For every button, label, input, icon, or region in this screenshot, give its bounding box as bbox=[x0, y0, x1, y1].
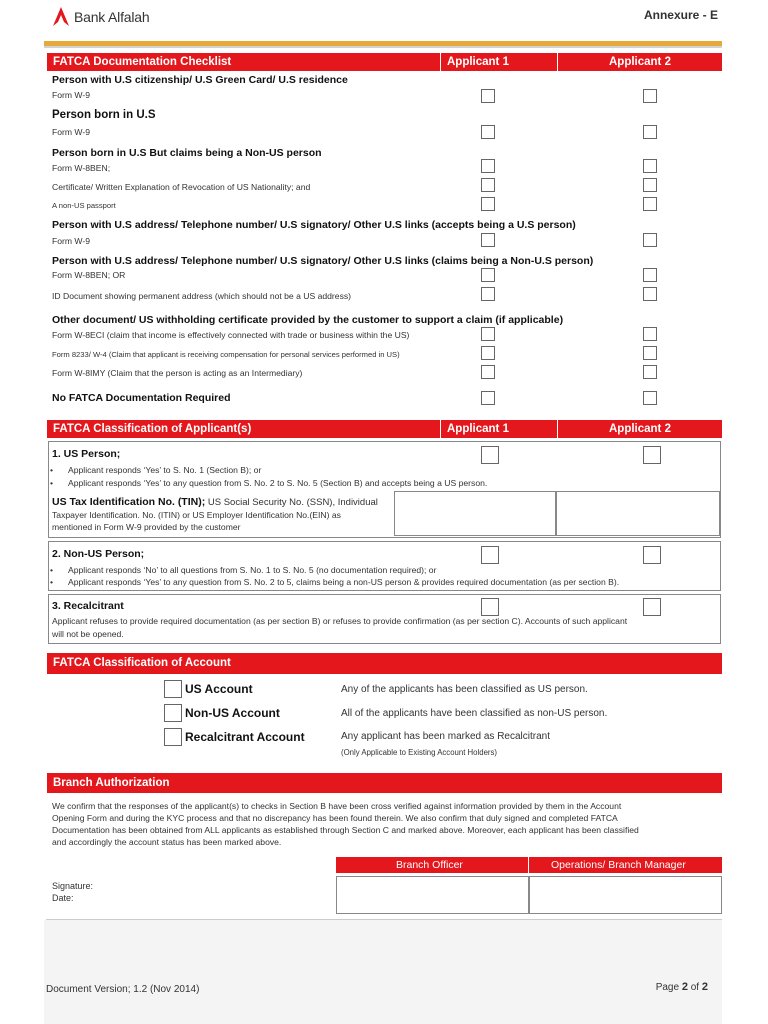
applicant-2-checkbox[interactable] bbox=[643, 365, 657, 379]
non-us-person-criteria-1: • Applicant responds ‘No’ to all questions from S. No. 1 to S. No. 5 (no documentation required); or bbox=[50, 565, 436, 575]
checklist-heading-us-links-accept: Person with U.S address/ Telephone number/ U.S signatory/ Other U.S links (accepts being a U.S person) bbox=[52, 219, 576, 231]
us-account-label: US Account bbox=[185, 682, 253, 696]
branch-authorization-title: Branch Authorization bbox=[53, 777, 170, 789]
tin-label: US Tax Identification No. (TIN); US Social Security No. (SSN), Individual bbox=[52, 496, 378, 508]
checklist-title: FATCA Documentation Checklist bbox=[53, 56, 232, 68]
header-divider bbox=[440, 420, 441, 438]
applicant-1-checkbox[interactable] bbox=[481, 89, 495, 103]
form-label: ID Document showing permanent address (which should not be a US address) bbox=[52, 291, 352, 301]
header-divider bbox=[528, 857, 529, 873]
operations-manager-header: Operations/ Branch Manager bbox=[551, 859, 686, 871]
applicant-2-checkbox[interactable] bbox=[643, 546, 661, 564]
recalcitrant-account-note: (Only Applicable to Existing Account Holders) bbox=[341, 748, 498, 757]
recalcitrant-account-checkbox[interactable] bbox=[164, 728, 182, 746]
form-label: Form 8233/ W-4 (Claim that applicant is receiving compensation for personal services performed in US) bbox=[52, 350, 400, 359]
us-account-description: Any of the applicants has been classified as US person. bbox=[341, 684, 588, 695]
applicant-2-checkbox[interactable] bbox=[643, 391, 657, 405]
applicant-1-header: Applicant 1 bbox=[447, 56, 509, 68]
page-number: Page 2 of 2 bbox=[655, 981, 708, 993]
form-label: Form W-8ECI (claim that income is effectively connected with trade or business within the US) bbox=[52, 330, 410, 340]
us-account-checkbox[interactable] bbox=[164, 680, 182, 698]
applicant-1-checkbox[interactable] bbox=[481, 268, 495, 282]
applicant-1-checkbox[interactable] bbox=[481, 159, 495, 173]
applicant-1-checkbox[interactable] bbox=[481, 391, 495, 405]
applicant-2-checkbox[interactable] bbox=[643, 327, 657, 341]
applicant-1-checkbox[interactable] bbox=[481, 346, 495, 360]
recalcitrant-description: will not be opened. bbox=[52, 629, 124, 639]
form-label: Form W-9 bbox=[52, 127, 91, 137]
applicant-1-header: Applicant 1 bbox=[447, 423, 509, 435]
signatory-header bbox=[336, 857, 722, 873]
non-us-account-checkbox[interactable] bbox=[164, 704, 182, 722]
applicant-2-checkbox[interactable] bbox=[643, 598, 661, 616]
classification-header bbox=[47, 420, 722, 438]
applicant-2-checkbox[interactable] bbox=[643, 125, 657, 139]
bank-logo-icon bbox=[52, 6, 70, 28]
applicant-1-checkbox[interactable] bbox=[481, 197, 495, 211]
classification-title: FATCA Classification of Applicant(s) bbox=[53, 423, 252, 435]
account-classification-title: FATCA Classification of Account bbox=[53, 657, 231, 669]
form-label: Form W-8BEN; OR bbox=[52, 270, 126, 280]
checklist-heading-born-us-nonus: Person born in U.S But claims being a Non-US person bbox=[52, 147, 322, 159]
bank-name: Bank Alfalah bbox=[74, 9, 150, 25]
form-label: A non-US passport bbox=[52, 201, 116, 210]
recalcitrant-account-description: Any applicant has been marked as Recalcitrant bbox=[341, 731, 551, 742]
applicant-1-checkbox[interactable] bbox=[481, 598, 499, 616]
checklist-heading-no-docs: No FATCA Documentation Required bbox=[52, 392, 231, 404]
branch-officer-signature-box[interactable] bbox=[336, 876, 529, 914]
checklist-heading-born-us: Person born in U.S bbox=[52, 109, 156, 121]
applicant-1-checkbox[interactable] bbox=[481, 365, 495, 379]
header-rule-shadow bbox=[44, 46, 722, 48]
us-person-heading: 1. US Person; bbox=[52, 448, 121, 460]
applicant-2-header: Applicant 2 bbox=[609, 423, 671, 435]
applicant-1-checkbox[interactable] bbox=[481, 233, 495, 247]
applicant-2-checkbox[interactable] bbox=[643, 268, 657, 282]
non-us-person-criteria-2: • Applicant responds ‘Yes’ to any question from S. No. 2 to 5, claims being a non-US person & provides required documentation (as per section B). bbox=[50, 577, 619, 587]
applicant-2-tin-field[interactable] bbox=[556, 491, 720, 536]
non-us-account-label: Non-US Account bbox=[185, 706, 280, 720]
branch-officer-header: Branch Officer bbox=[396, 859, 463, 871]
signature-label: Signature: bbox=[52, 881, 94, 891]
form-label: Form W-9 bbox=[52, 236, 91, 246]
bank-logo bbox=[52, 6, 149, 28]
recalcitrant-heading: 3. Recalcitrant bbox=[52, 600, 124, 612]
applicant-2-checkbox[interactable] bbox=[643, 287, 657, 301]
document-version: Document Version; 1.2 (Nov 2014) bbox=[46, 984, 200, 995]
branch-confirmation-text: We confirm that the responses of the applicant(s) to checks in Section B have been cross verified against information provided by them in the Account Opening Form and during the KYC process and that no discrepancy has been found therein. We also confirm that duly signed and completed FATCA Documentation has been obtained from ALL applicants as established through Section C and marked above. Moreover, each applicant has been classified and accordingly the account status has been marked above. bbox=[52, 801, 639, 847]
branch-authorization-header bbox=[47, 773, 722, 793]
recalcitrant-description: Applicant refuses to provide required documentation (as per section B) or refuses to provide confirmation (as per section C). Accounts of such applicant bbox=[52, 616, 628, 626]
recalcitrant-account-label: Recalcitrant Account bbox=[185, 730, 305, 744]
checklist-heading-other-docs: Other document/ US withholding certificate provided by the customer to support a claim (if applicable) bbox=[52, 314, 564, 326]
applicant-2-checkbox[interactable] bbox=[643, 346, 657, 360]
applicant-2-checkbox[interactable] bbox=[643, 178, 657, 192]
form-label: Form W-8BEN; bbox=[52, 163, 111, 173]
sheet-bottom-shade bbox=[44, 920, 722, 1024]
header-divider bbox=[440, 53, 441, 71]
non-us-person-heading: 2. Non-US Person; bbox=[52, 548, 145, 560]
applicant-2-checkbox[interactable] bbox=[643, 89, 657, 103]
form-label: Form W-8IMY (Claim that the person is acting as an Intermediary) bbox=[52, 368, 303, 378]
applicant-2-checkbox[interactable] bbox=[643, 446, 661, 464]
date-label: Date: bbox=[52, 893, 74, 903]
us-person-criteria-2: • Applicant responds ‘Yes’ to any question from S. No. 2 to S. No. 5 (Section B) and accepts being a US person. bbox=[50, 478, 487, 488]
header-divider bbox=[557, 53, 558, 71]
header-divider bbox=[557, 420, 558, 438]
tin-description: mentioned in Form W-9 provided by the customer bbox=[52, 522, 241, 532]
checklist-heading-us-links-claim: Person with U.S address/ Telephone number/ U.S signatory/ Other U.S links (claims being a Non-U.S person) bbox=[52, 255, 594, 267]
applicant-1-checkbox[interactable] bbox=[481, 125, 495, 139]
non-us-account-description: All of the applicants have been classified as non-US person. bbox=[341, 708, 608, 719]
applicant-2-header: Applicant 2 bbox=[609, 56, 671, 68]
section-divider bbox=[46, 919, 722, 920]
applicant-1-checkbox[interactable] bbox=[481, 446, 499, 464]
applicant-2-checkbox[interactable] bbox=[643, 233, 657, 247]
operations-manager-signature-box[interactable] bbox=[529, 876, 722, 914]
us-person-criteria-1: • Applicant responds ‘Yes’ to S. No. 1 (Section B); or bbox=[50, 465, 261, 475]
applicant-1-checkbox[interactable] bbox=[481, 287, 495, 301]
applicant-2-checkbox[interactable] bbox=[643, 197, 657, 211]
form-label: Certificate/ Written Explanation of Revocation of US Nationality; and bbox=[52, 182, 311, 192]
annexure-label: Annexure - E bbox=[643, 8, 718, 22]
applicant-2-checkbox[interactable] bbox=[643, 159, 657, 173]
checklist-header bbox=[47, 53, 722, 71]
applicant-1-checkbox[interactable] bbox=[481, 546, 499, 564]
form-label: Form W-9 bbox=[52, 90, 91, 100]
checklist-heading-us-citizen: Person with U.S citizenship/ U.S Green Card/ U.S residence bbox=[52, 74, 348, 86]
applicant-1-tin-field[interactable] bbox=[394, 491, 556, 536]
tin-description: Taxpayer Identification. No. (ITIN) or US Employer Identification No.(EIN) as bbox=[52, 510, 341, 520]
applicant-1-checkbox[interactable] bbox=[481, 178, 495, 192]
account-classification-header bbox=[47, 653, 722, 674]
applicant-1-checkbox[interactable] bbox=[481, 327, 495, 341]
